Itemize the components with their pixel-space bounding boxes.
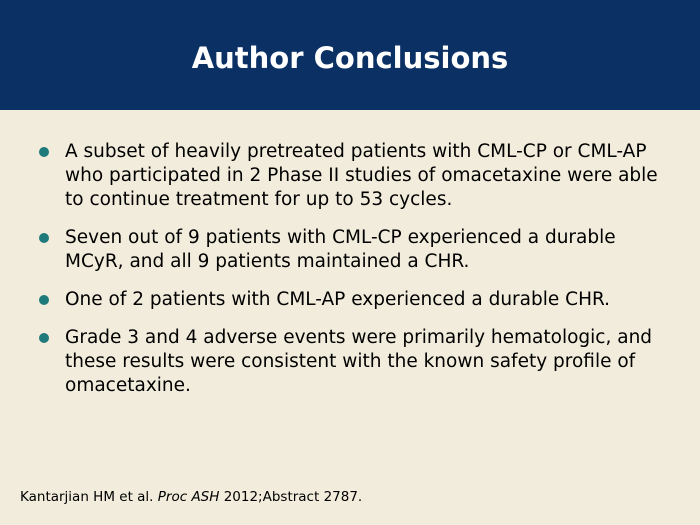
bullet-icon [39, 333, 49, 343]
title-banner [0, 0, 700, 110]
bullet-item [38, 226, 660, 274]
slide-title: Author Conclusions [191, 41, 509, 75]
bullet-item [38, 326, 660, 398]
bullet-icon [39, 147, 49, 157]
citation-authors: Kantarjian HM et al. [20, 489, 154, 505]
bullet-item [38, 288, 660, 312]
bullet-text: A subset of heavily pretreated patients with CML-CP or CML-AP who participated in 2 Phase II studies of omacetaxine were able to continue treatment for up to 53 cycles. [65, 141, 658, 210]
bullet-item [38, 140, 660, 212]
bullet-list [38, 140, 660, 412]
citation-journal: Proc ASH [157, 489, 220, 505]
bullet-text: Grade 3 and 4 adverse events were primarily hematologic, and these results were consistent with the known safety profile of omacetaxine. [65, 327, 653, 396]
citation [20, 488, 362, 506]
bullet-text: One of 2 patients with CML-AP experienced a durable CHR. [65, 289, 611, 310]
bullet-text: Seven out of 9 patients with CML-CP experienced a durable MCyR, and all 9 patients maintained a CHR. [65, 227, 616, 272]
bullet-icon [39, 233, 49, 243]
bullet-icon [39, 295, 49, 305]
citation-details: 2012;Abstract 2787. [223, 489, 363, 505]
